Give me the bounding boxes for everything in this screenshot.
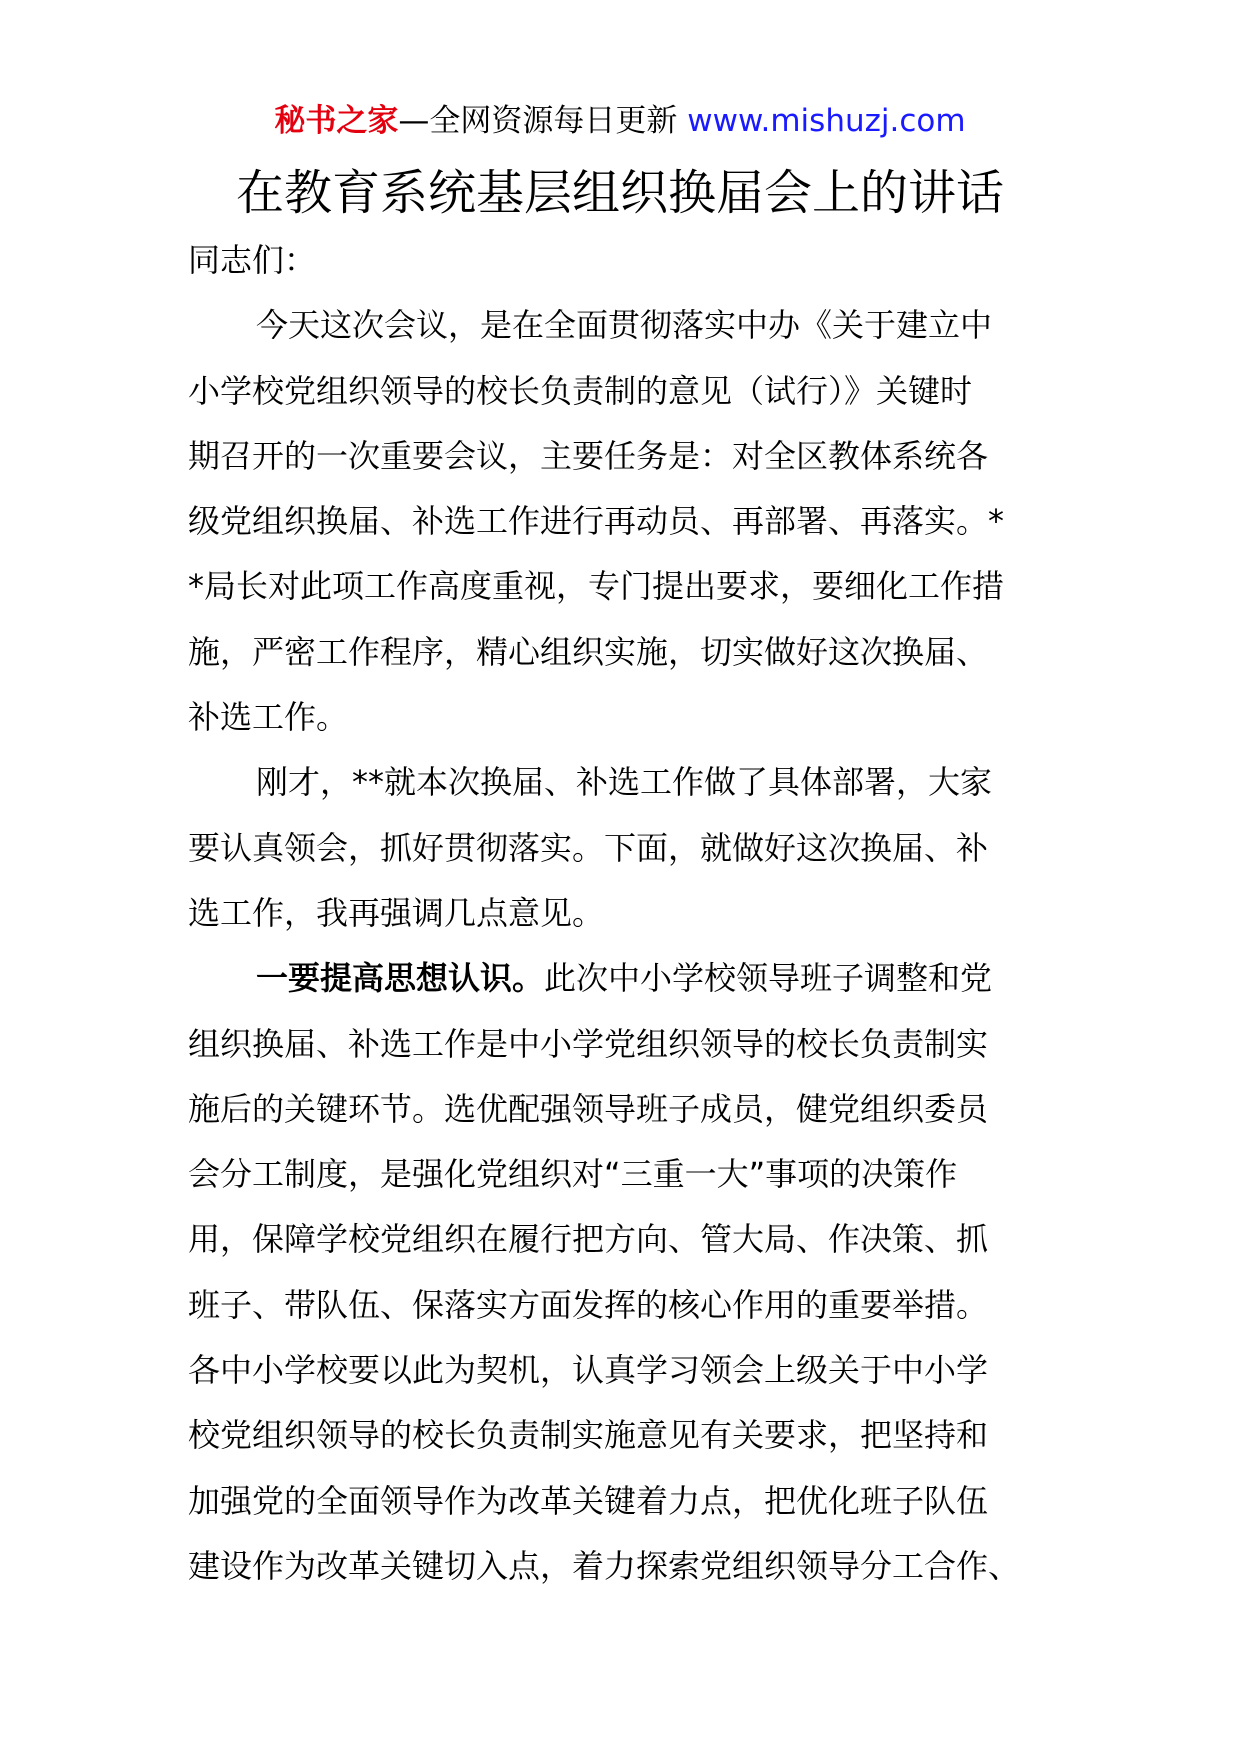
- header-tagline: —全网资源每日更新: [398, 103, 688, 139]
- paragraph-3: [188, 946, 1058, 1599]
- paragraph-line: 校党组织领导的校长负责制实施意见有关要求，把坚持和: [188, 1416, 989, 1455]
- paragraph-line: [188, 946, 1058, 1011]
- salutation: 同志们：: [188, 241, 317, 279]
- paragraph-line: 施，严密工作程序，精心组织实施，切实做好这次换届、: [188, 632, 989, 671]
- paragraph-line: 加强党的全面领导作为改革关键着力点，把优化班子队伍: [188, 1481, 989, 1520]
- paragraph-line: 选工作，我再强调几点意见。: [188, 893, 605, 932]
- paragraph-line: 会分工制度，是强化党组织对“三重一大”事项的决策作: [188, 1155, 958, 1194]
- paragraph-1: [188, 293, 1058, 750]
- watermark-header: [0, 100, 1240, 142]
- paragraph-line: 期召开的一次重要会议，主要任务是：对全区教体系统各: [188, 436, 989, 475]
- document-body: [188, 228, 1058, 1599]
- section-heading: 一要提高思想认识。: [256, 959, 545, 998]
- paragraph-line: 补选工作。: [188, 698, 349, 737]
- paragraph-line: 今天这次会议，是在全面贯彻落实中办《关于建立中: [256, 306, 993, 345]
- brand-name: 秘书之家: [274, 103, 399, 139]
- paragraph-line: 施后的关键环节。选优配强领导班子成员，健党组织委员: [188, 1089, 989, 1128]
- paragraph-line: *局长对此项工作高度重视，专门提出要求，要细化工作措: [188, 567, 1005, 606]
- document-title: 在教育系统基层组织换届会上的讲话: [235, 165, 1004, 221]
- paragraph-line: 班子、带队伍、保落实方面发挥的核心作用的重要举措。: [188, 1285, 989, 1324]
- header-url: www.mishuzj.com: [687, 103, 966, 139]
- paragraph-line: 级党组织换届、补选工作进行再动员、再部署、再落实。*: [188, 502, 1005, 541]
- paragraph-line: 建设作为改革关键切入点，着力探索党组织领导分工合作、: [188, 1546, 1021, 1585]
- paragraph-line: 刚才，**就本次换届、补选工作做了具体部署，大家: [256, 763, 993, 802]
- paragraph-line: 用，保障学校党组织在履行把方向、管大局、作决策、抓: [188, 1220, 989, 1259]
- paragraph-line: 组织换届、补选工作是中小学党组织领导的校长负责制实: [188, 1024, 989, 1063]
- paragraph-line: 小学校党组织领导的校长负责制的意见（试行）》关键时: [188, 371, 973, 410]
- paragraph-2: [188, 750, 1058, 946]
- paragraph-line: 要认真领会，抓好贯彻落实。下面，就做好这次换届、补: [188, 828, 989, 867]
- paragraph-text: 此次中小学校领导班子调整和党: [544, 959, 993, 998]
- paragraph-line: 各中小学校要以此为契机，认真学习领会上级关于中小学: [188, 1351, 989, 1390]
